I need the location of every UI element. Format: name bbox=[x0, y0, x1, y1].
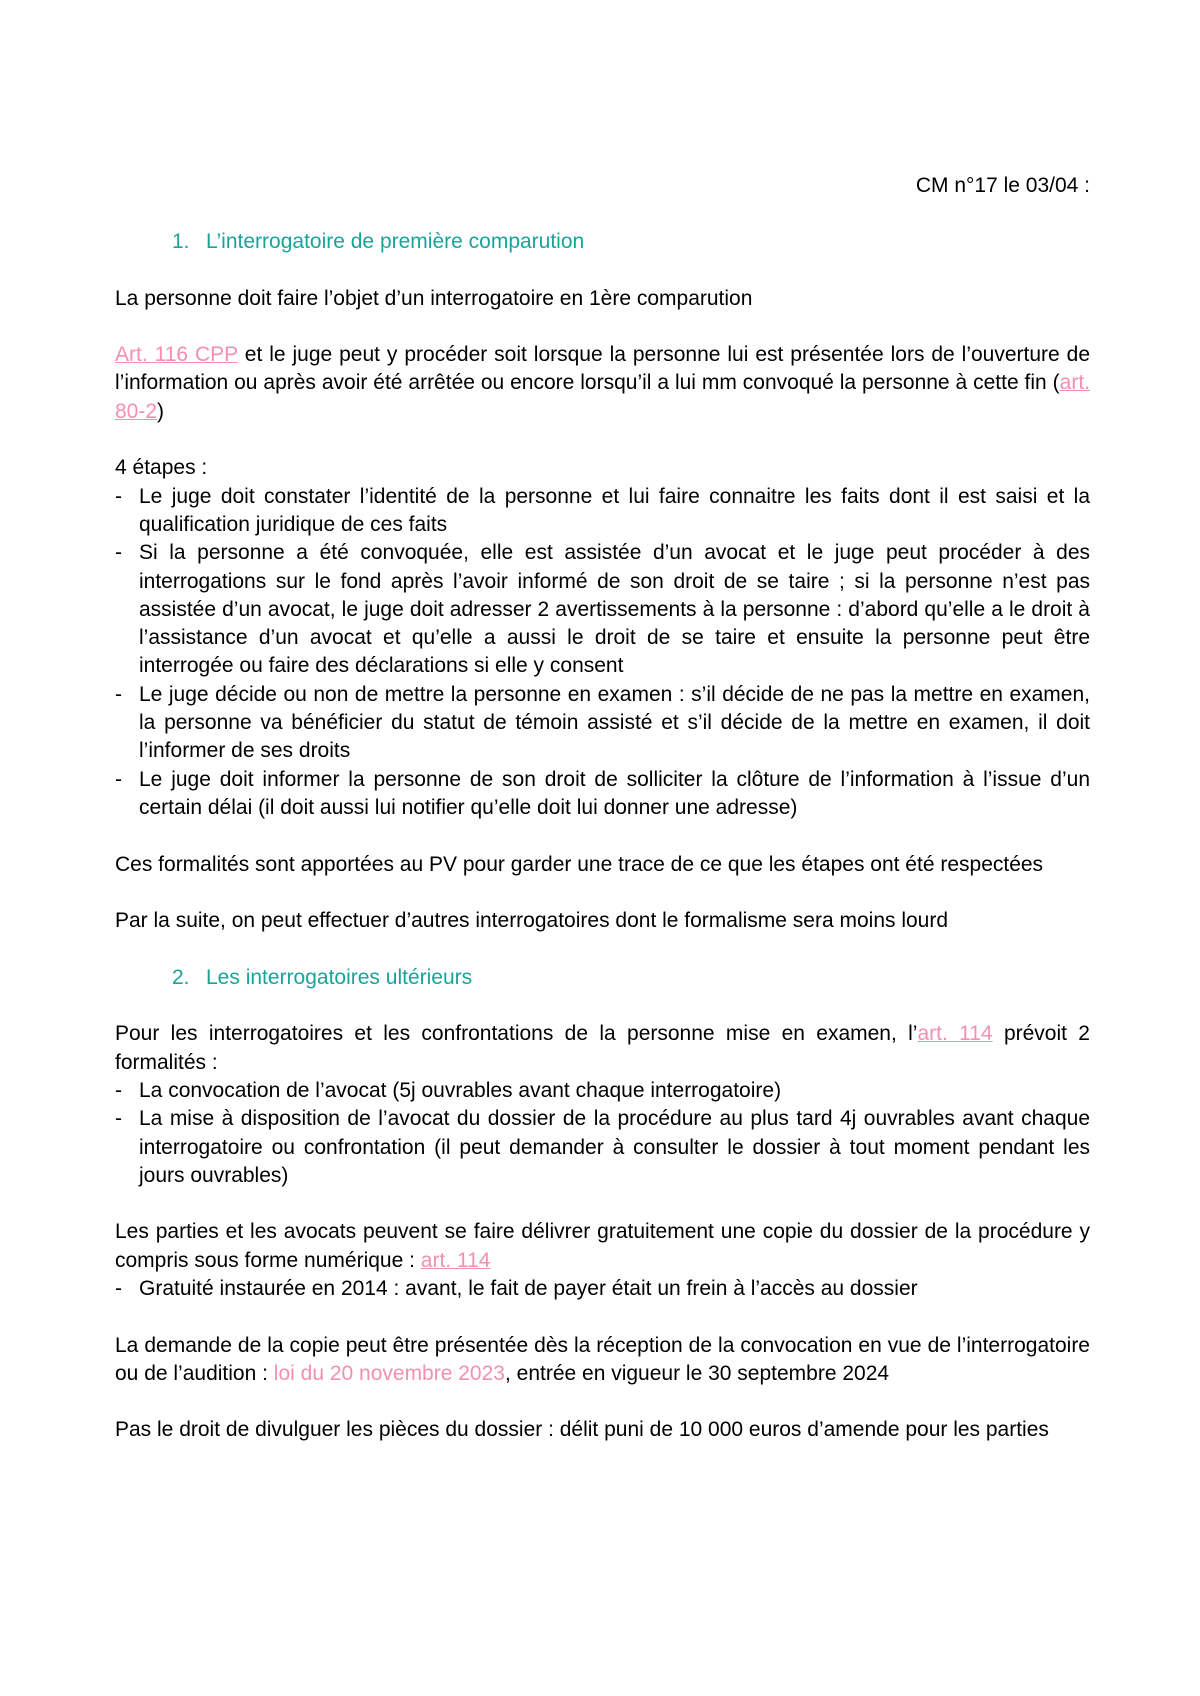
lecture-date-line: CM n°17 le 03/04 : bbox=[915, 174, 1090, 197]
art-80-2-link[interactable]: art. 80-2 bbox=[115, 371, 1090, 423]
section-2-title: Les interrogatoires ultérieurs bbox=[206, 965, 473, 989]
art-116-text-end: ) bbox=[157, 399, 165, 423]
art-114-text: Pour les interrogatoires et les confrontations de la personne mise en examen, l’ bbox=[115, 1022, 918, 1046]
copy-bullets-list bbox=[115, 1275, 1090, 1303]
copy-bullet-item: - Gratuité instaurée en 2014 : avant, le fait de payer était un frein à l’accès au dossier bbox=[115, 1275, 1090, 1303]
art-114-link[interactable]: art. 114 bbox=[917, 1022, 993, 1046]
copy-paragraph bbox=[115, 1218, 1090, 1275]
art-114-paragraph bbox=[115, 1020, 1090, 1077]
art-116-cpp-link[interactable]: Art. 116 CPP bbox=[115, 343, 238, 367]
steps-list bbox=[115, 483, 1090, 823]
section-1-heading bbox=[115, 228, 1090, 256]
step-item: - Le juge décide ou non de mettre la personne en examen : s’il décide de ne pas la mettre en examen, la personne va bénéficier du statut de témoin assisté et s’il décide de la mettre en examen, il doit l’informer de ses droits bbox=[115, 681, 1090, 766]
section-1-number: 1. bbox=[172, 230, 190, 253]
step-item: - Le juge doit informer la personne de son droit de solliciter la clôture de l’information à l’issue d’un certain délai (il doit aussi lui notifier qu’elle doit lui donner une adresse) bbox=[115, 766, 1090, 823]
loi-2023-reference: loi du 20 novembre 2023 bbox=[273, 1361, 505, 1385]
art-116-text: et le juge peut y procéder soit lorsque la personne lui est présentée lors de l’ouverture de l’information ou après avoir été arrêtée ou encore lorsqu’il a lui mm convoqué la personne à cette fin ( bbox=[115, 343, 1091, 395]
section-1-title: L’interrogatoire de première comparution bbox=[206, 230, 585, 253]
formalities-list bbox=[115, 1077, 1090, 1190]
formality-item: - La mise à disposition de l’avocat du dossier de la procédure au plus tard 4j ouvrables avant chaque interrogatoire ou confrontation (il peut demander à consulter le dossier à tout moment pendant les jours ouvrables) bbox=[115, 1105, 1090, 1190]
later-interrogations-paragraph: Par la suite, on peut effectuer d’autres interrogatoires dont le formalisme sera moins lourd bbox=[115, 909, 949, 933]
divulge-paragraph: Pas le droit de divulguer les pièces du dossier : délit puni de 10 000 euros d’amende pour les parties bbox=[115, 1418, 1049, 1442]
formalities-paragraph: Ces formalités sont apportées au PV pour garder une trace de ce que les étapes ont été respectées bbox=[115, 852, 1044, 876]
steps-label: 4 étapes : bbox=[115, 456, 208, 480]
copy-text: Les parties et les avocats peuvent se faire délivrer gratuitement une copie du dossier de la procédure y compris sous forme numérique : bbox=[115, 1220, 1090, 1272]
art-116-paragraph bbox=[115, 341, 1090, 426]
art-114-copy-link[interactable]: art. 114 bbox=[420, 1248, 491, 1272]
request-paragraph bbox=[115, 1332, 1090, 1389]
art-114-text-end: prévoit 2 formalités : bbox=[115, 1022, 1090, 1074]
section-2-number: 2. bbox=[172, 965, 190, 989]
step-item: - Le juge doit constater l’identité de la personne et lui faire connaitre les faits dont il est saisi et la qualification juridique de ces faits bbox=[115, 483, 1090, 540]
request-text: La demande de la copie peut être présentée dès la réception de la convocation en vue de l’interrogatoire ou de l’audition : bbox=[115, 1333, 1090, 1385]
document-body bbox=[115, 228, 1090, 1445]
request-text-end: , entrée en vigueur le 30 septembre 2024 bbox=[504, 1361, 890, 1385]
formality-item: - La convocation de l’avocat (5j ouvrables avant chaque interrogatoire) bbox=[115, 1077, 1090, 1105]
step-item: - Si la personne a été convoquée, elle est assistée d’un avocat et le juge peut procéder à des interrogations sur le fond après l’avoir informé de son droit de se taire ; si la personne n’est pas assistée d’un avocat, le juge doit adresser 2 avertissements à la personne : d’abord qu’elle a le droit à l’assistance d’un avocat et qu’elle a aussi le droit de se taire et ensuite la personne peut être interrogée ou faire des déclarations si elle y consent bbox=[115, 539, 1090, 680]
section-2-heading bbox=[115, 964, 1090, 992]
section-1-intro: La personne doit faire l’objet d’un interrogatoire en 1ère comparution bbox=[115, 286, 753, 310]
